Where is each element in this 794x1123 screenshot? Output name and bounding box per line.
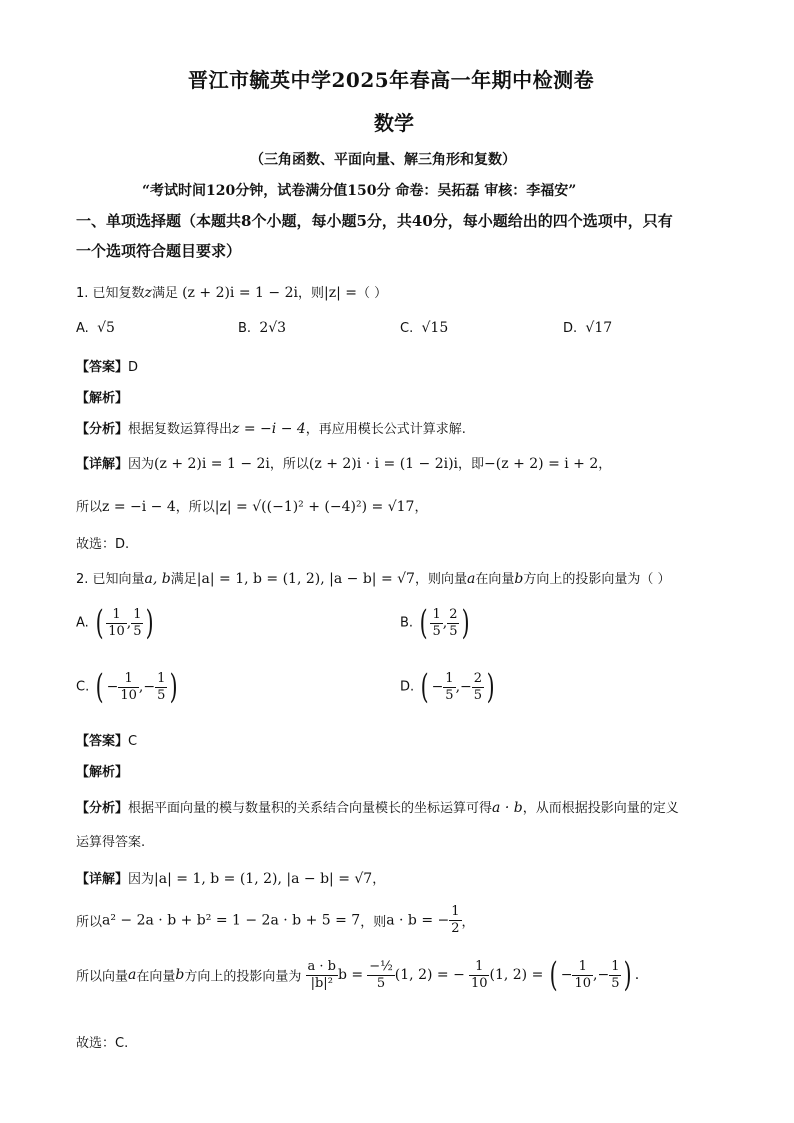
- q2-option-b-frac1: $\frac{1}{5}$: [432, 606, 441, 639]
- q1-detail-a: 因为: [128, 457, 155, 472]
- q1-so-a: 所以: [76, 500, 103, 515]
- q2-option-d-frac2: $\frac{2}{5}$: [473, 670, 483, 703]
- q1-detail: [76, 453, 611, 472]
- q1-detail-eq2: (z + 2)i · i = (1 − 2i)i: [308, 456, 459, 472]
- q2-fenxi: [76, 797, 679, 816]
- q1-option-a-label: A.: [76, 321, 89, 336]
- q1-paren: （ ）: [356, 286, 388, 301]
- q2-so2-vb: b: [175, 967, 185, 983]
- q1-option-c-value: √15: [421, 320, 449, 336]
- q1-stem-then: ，则: [297, 286, 324, 301]
- q1-so-eq2: |z| = √((−1)² + (−4)²) = √17: [214, 499, 415, 515]
- q2-so2-va: a: [128, 967, 137, 983]
- q2-fenxi-tag: 【分析】: [76, 801, 129, 816]
- q1-analysis-label: 【解析】: [76, 391, 129, 406]
- q1-conclusion: 故选：D.: [76, 537, 130, 552]
- q2-stem-mid: 满足: [170, 572, 197, 587]
- q2-option-a: A. ( $\frac{1}{10}$ , $\frac{1}{5}$ ): [76, 603, 155, 643]
- q1-fenxi-eq: z = −i − 4: [232, 421, 306, 437]
- q2-option-a-frac1: $\frac{1}{10}$: [108, 606, 125, 639]
- q2-stem-cond: |a| = 1, b = (1, 2), |a − b| = √7: [196, 571, 415, 587]
- q1-so-b: ，所以: [175, 500, 215, 515]
- q2-option-d-label: D.: [400, 679, 415, 695]
- exam-info: “考试时间120分钟，试卷满分值150分 命卷：吴拓磊 审核：李福安”: [142, 183, 577, 199]
- q2-option-c-frac2: $\frac{1}{5}$: [157, 670, 166, 703]
- q1-var-z: z: [144, 285, 152, 301]
- q2-option-b-frac2: $\frac{2}{5}$: [449, 606, 458, 639]
- q2-option-b-label: B.: [400, 615, 414, 631]
- q2-option-d: D. ( − $\frac{1}{5}$ ,− $\frac{2}{5}$ ): [400, 667, 495, 707]
- q2-stem-b: b: [514, 571, 524, 587]
- q2-stem-vars: a, b: [144, 571, 171, 587]
- q1-detail-eq3: −(z + 2) = i + 2: [484, 456, 599, 472]
- q1-fenxi-tag: 【分析】: [76, 422, 129, 437]
- q2-so1-a: 所以: [76, 915, 103, 930]
- subject-title: 数学: [374, 111, 414, 135]
- q2-fenxi-b: ，从而根据投影向量的定义: [522, 801, 679, 816]
- q2-option-c: C. ( − $\frac{1}{10}$ ,− $\frac{1}{5}$ ): [76, 667, 178, 707]
- q2-option-c-frac1: $\frac{1}{10}$: [120, 670, 137, 703]
- q1-answer-value: D: [128, 360, 139, 375]
- q2-detail-eq: |a| = 1, b = (1, 2), |a − b| = √7: [154, 871, 373, 887]
- q1-fenxi: [76, 418, 466, 437]
- q2-analysis-label: 【解析】: [76, 765, 129, 780]
- q1-option-d-label: D.: [563, 321, 578, 336]
- q2-so1-frac: $\frac{1}{2}$: [451, 904, 460, 936]
- q2-so2-frac3: $\frac{1}{10}$: [470, 958, 488, 991]
- q2-detail-a: 因为: [128, 872, 155, 887]
- q1-answer-tag: 【答案】: [76, 360, 129, 375]
- q2-analysis-tag: [76, 761, 128, 780]
- q2-answer: [76, 730, 137, 749]
- q2-option-a-frac2: $\frac{1}{5}$: [133, 606, 142, 639]
- q2-stem-prefix: 2. 已知向量: [76, 572, 145, 587]
- q1-fenxi-b: ，再应用模长公式计算求解.: [305, 422, 466, 437]
- q1-option-b-label: B.: [238, 321, 252, 336]
- q2-fenxi-line2: 运算得答案.: [76, 835, 146, 850]
- q2-so2-frac2: $\frac{\text{−½}}{5}$: [369, 958, 393, 991]
- q1-so-eq1: z = −i − 4: [102, 499, 176, 515]
- q1-option-d-value: √17: [585, 320, 613, 336]
- q2-so2-b: 方向上的投影向量为: [184, 969, 302, 985]
- q1-detail-eq1: (z + 2)i = 1 − 2i: [154, 456, 270, 472]
- exam-title: 晋江市毓英中学2025年春高一年期中检测卷: [188, 68, 595, 92]
- section-heading-line1: 一、单项选择题（本题共8个小题，每小题5分，共40分，每小题给出的四个选项中，只有: [76, 212, 673, 230]
- q2-detail-b: ，: [372, 872, 386, 887]
- q2-stem: [76, 568, 670, 587]
- exam-scope: （三角函数、平面向量、解三角形和复数）: [250, 152, 516, 168]
- q1-so-c: ，: [414, 500, 428, 515]
- q2-stem-in: 在向量: [475, 572, 515, 587]
- q2-so2-a: 所以向量: [76, 969, 129, 985]
- q1-analysis-tag: [76, 387, 128, 406]
- q2-option-d-frac1: $\frac{1}{5}$: [445, 670, 454, 703]
- q1-detail-b: ，所以: [269, 457, 309, 472]
- q2-so1-c: ，: [461, 915, 475, 930]
- q2-option-a-label: A.: [76, 615, 89, 631]
- q2-fenxi-a: 根据平面向量的模与数量积的关系结合向量模长的坐标运算可得: [128, 801, 493, 816]
- q1-equation: (z + 2)i = 1 − 2i: [182, 285, 298, 301]
- q2-option-b: B. ( $\frac{1}{5}$ , $\frac{2}{5}$ ): [400, 603, 471, 643]
- q2-option-c-label: C.: [76, 679, 90, 695]
- q2-so1-b: ，则: [360, 915, 387, 930]
- q2-answer-tag: 【答案】: [76, 734, 129, 749]
- q1-abs-z: |z| =: [323, 285, 357, 301]
- q2-conclusion: 故选：C.: [76, 1036, 129, 1051]
- q2-fenxi-eq: a · b: [492, 800, 523, 816]
- section-heading-line2: 一个选项符合题目要求）: [76, 242, 242, 260]
- q1-detail-c: ，即: [458, 457, 485, 472]
- q1-option-b: [238, 320, 286, 336]
- q2-stem-a: a: [466, 571, 476, 587]
- q1-answer: [76, 356, 138, 375]
- q2-so2-in: 在向量: [136, 969, 176, 985]
- q2-so1-eq: a² − 2a · b + b² = 1 − 2a · b + 5 = 7: [102, 912, 361, 929]
- q1-option-a-value: √5: [97, 320, 115, 336]
- q1-detail-tag: 【详解】: [76, 457, 129, 472]
- q1-option-b-value: 2√3: [259, 320, 287, 336]
- q2-stem-end: 方向上的投影向量为（ ）: [523, 572, 671, 587]
- q1-option-d: [563, 320, 612, 336]
- q2-so2-frac1: $\frac{a \cdot b}{\text{|b|²}}$: [307, 958, 336, 991]
- q1-option-c-label: C.: [400, 321, 414, 336]
- q1-option-c: [400, 320, 448, 336]
- q2-stem-then: ，则向量: [414, 572, 467, 587]
- q1-so: [76, 496, 427, 515]
- q2-answer-value: C: [128, 734, 138, 749]
- q1-detail-d: ，: [598, 457, 612, 472]
- q2-so1-eq2: a · b = −: [386, 912, 450, 929]
- q2-detail: [76, 868, 385, 887]
- q2-so2-frac5: $\frac{1}{5}$: [611, 958, 620, 991]
- q1-stem: [76, 282, 387, 301]
- q2-so1: [76, 904, 475, 937]
- q1-fenxi-a: 根据复数运算得出: [128, 422, 233, 437]
- q1-option-a: [76, 320, 115, 336]
- q2-so2-frac4: $\frac{1}{10}$: [574, 958, 591, 991]
- q1-stem-prefix: 1. 已知复数: [76, 286, 145, 301]
- q1-stem-mid: 满足: [151, 286, 178, 301]
- q2-so2: 所以向量a在向量b方向上的投影向量为 $\frac{a \cdot b}{\text{|b|²}}$ b = $\frac{\text{−½}}{5}$ (1, 2) = − $\frac{1}{10}$ (1, 2) = ( − $\frac{1}{10}$ ,− $\frac{1}{5}$ ) .: [76, 955, 640, 995]
- q2-detail-tag: 【详解】: [76, 872, 129, 887]
